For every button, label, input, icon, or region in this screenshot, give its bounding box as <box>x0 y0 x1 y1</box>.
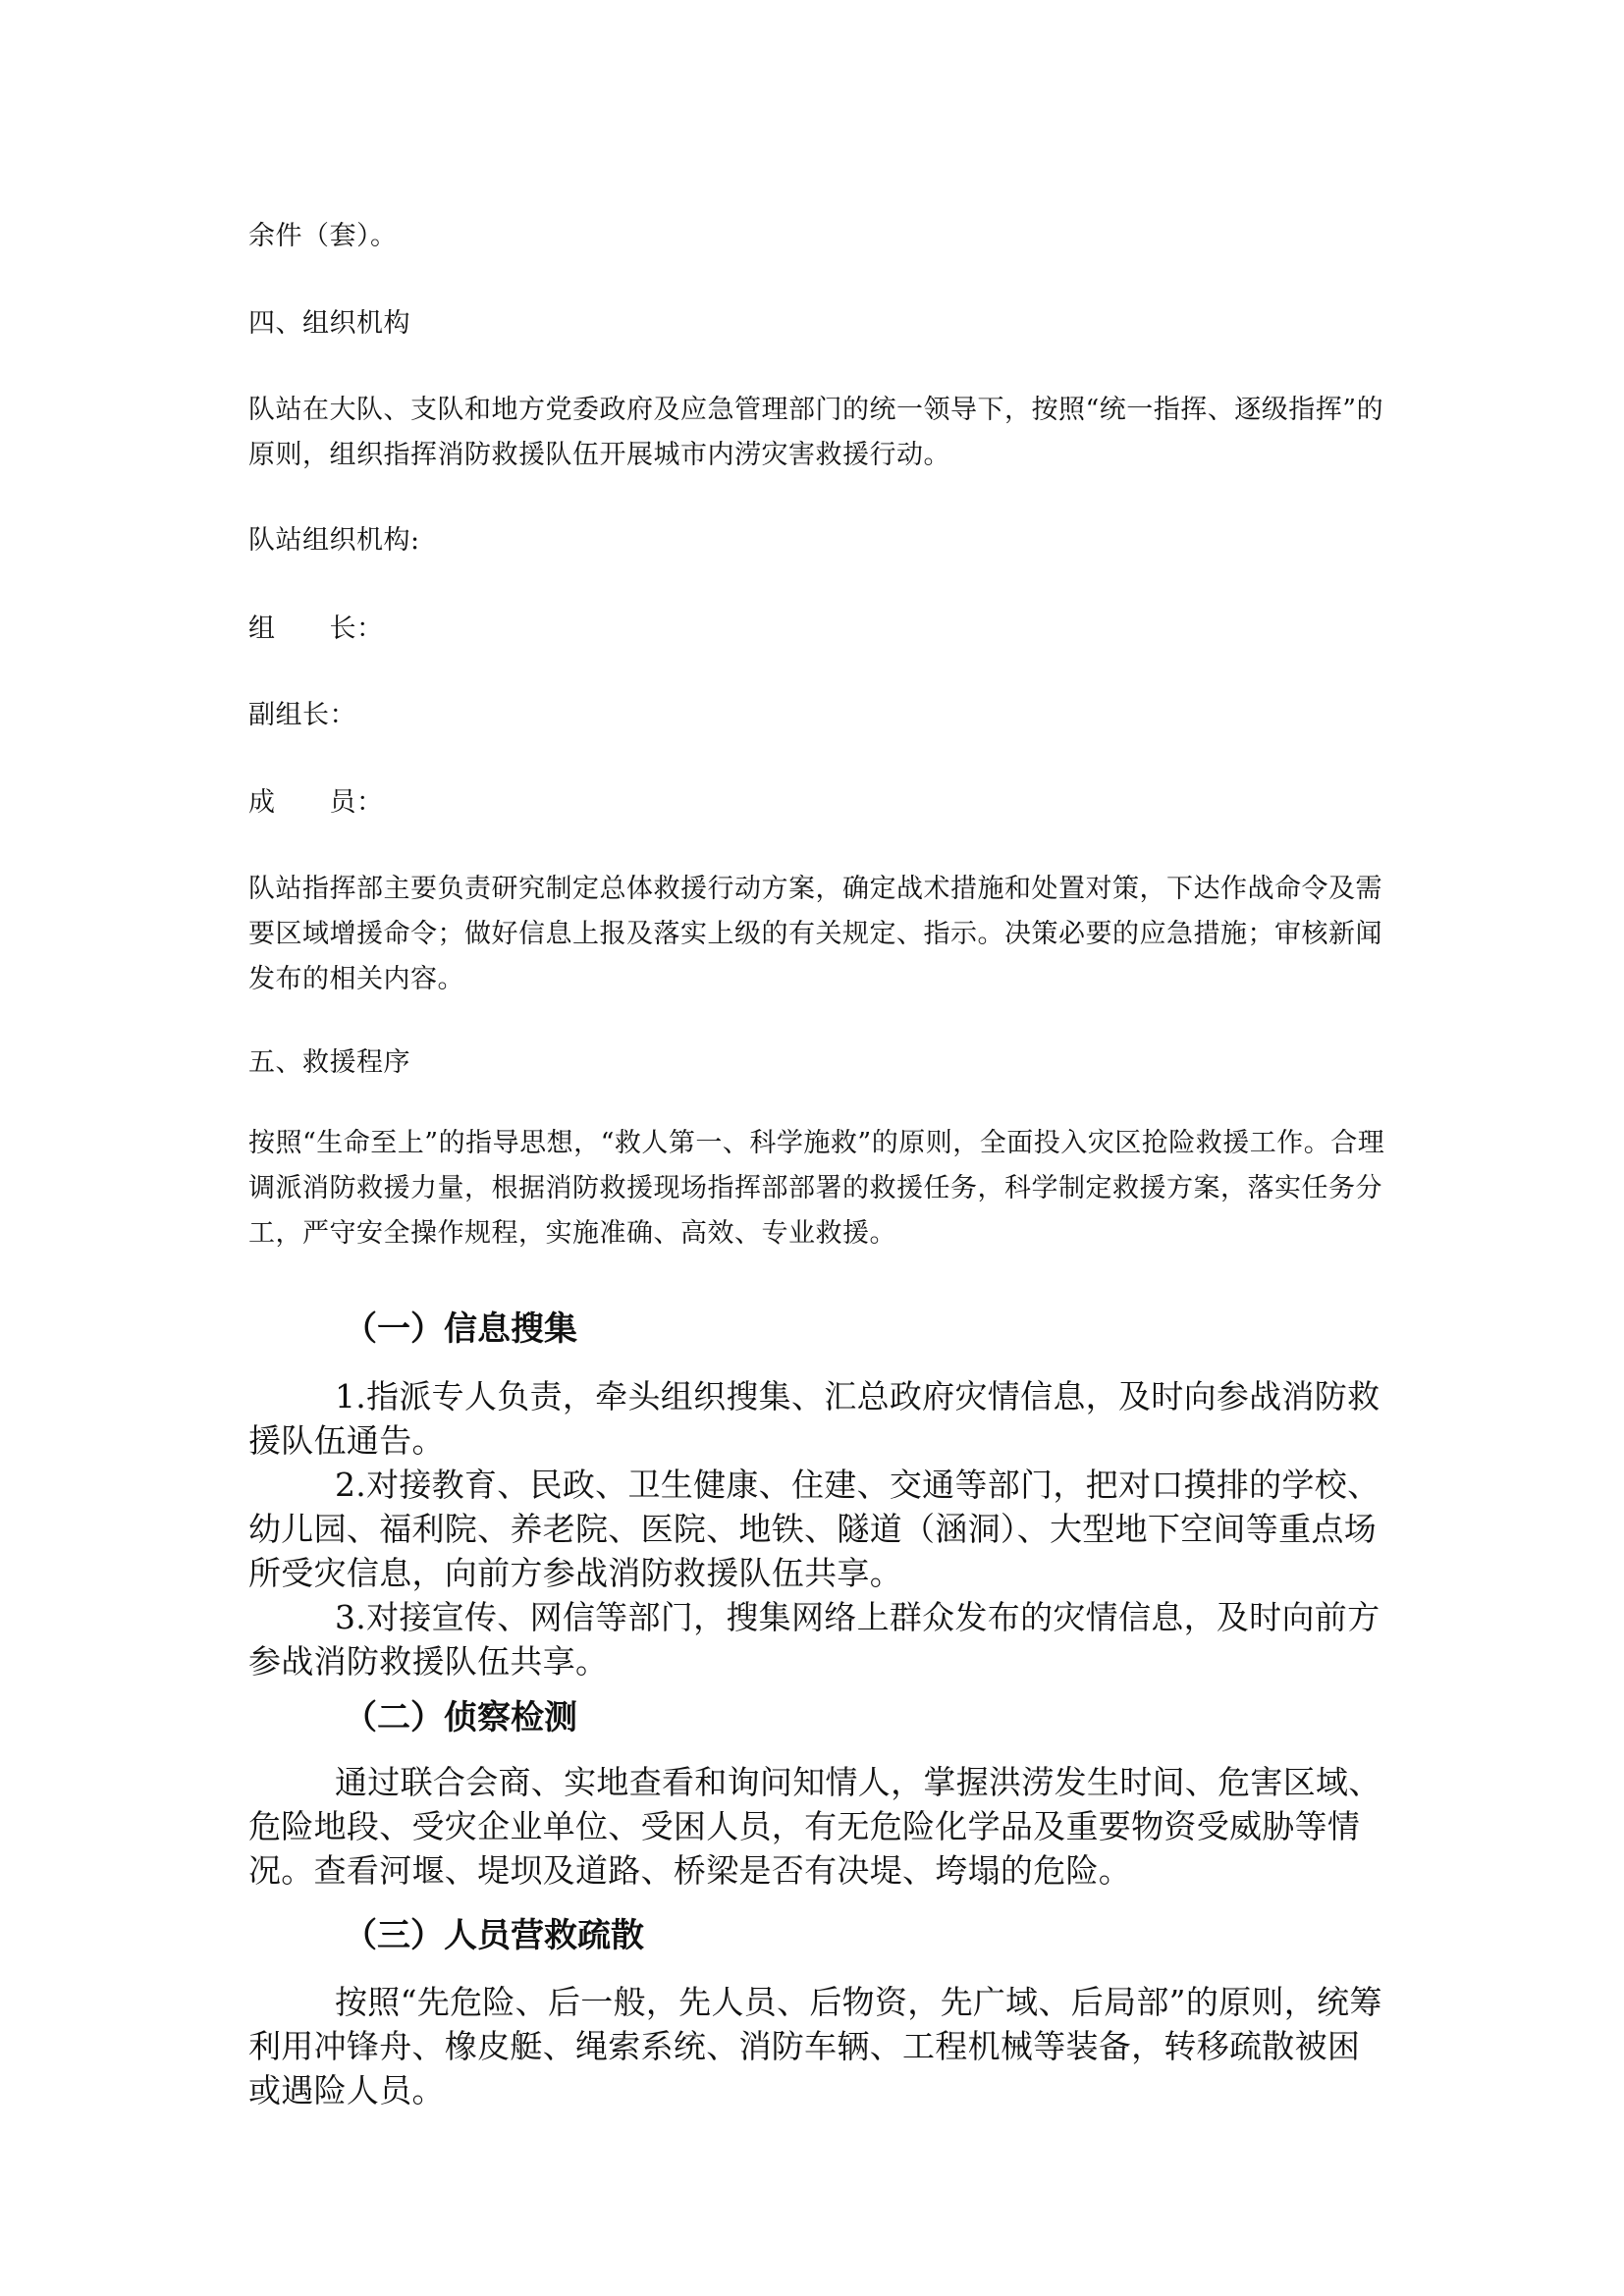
paragraph-command-duties: 队站指挥部主要负责研究制定总体救援行动方案，确定战术措施和处置对策，下达作战命令及需要区域增援命令；做好信息上报及落实上级的有关规定、指示。决策必要的应急措施；审核新闻发布的相关内容。 <box>248 874 1382 994</box>
section-heading-organization: 四、组织机构 <box>248 308 410 339</box>
members-label: 成 员： <box>248 787 384 818</box>
org-structure-label: 队站组织机构: <box>248 525 420 556</box>
list-item: 1.指派专人负责，牵头组织搜集、汇总政府灾情信息，及时向参战消防救援队伍通告。 <box>248 1377 1380 1460</box>
subheading-reconnaissance: （二）侦察检测 <box>344 1698 577 1737</box>
section-heading-procedure: 五、救援程序 <box>248 1047 410 1078</box>
list-item: 2.对接教育、民政、卫生健康、住建、交通等部门，把对口摸排的学校、幼儿园、福利院、养老院、医院、地铁、隧道（涵洞）、大型地下空间等重点场所受灾信息，向前方参战消防救援队伍共享。 <box>248 1466 1380 1592</box>
paragraph-reconnaissance: 通过联合会商、实地查看和询问知情人，掌握洪涝发生时间、危害区域、危险地段、受灾企业单位、受困人员，有无危险化学品及重要物资受威胁等情况。查看河堰、堤坝及道路、桥梁是否有决堤、垮塌的危险。 <box>248 1763 1381 1890</box>
paragraph-continuation: 余件（套）。 <box>248 221 398 251</box>
paragraph-rescue-evacuation: 按照“先危险、后一般，先人员、后物资，先广域、后局部”的原则，统筹利用冲锋舟、橡皮艇、绳索系统、消防车辆、工程机械等装备，转移疏散被困或遇险人员。 <box>248 1983 1382 2109</box>
subheading-rescue-evacuation: （三）人员营救疏散 <box>344 1916 644 1955</box>
paragraph-procedure: 按照“生命至上”的指导思想，“救人第一、科学施救”的原则，全面投入灾区抢险救援工作。合理调派消防救援力量，根据消防救援现场指挥部部署的救援任务，科学制定救援方案，落实任务分工，严守安全操作规程，实施准确、高效、专业救援。 <box>248 1128 1385 1249</box>
list-item: 3.对接宣传、网信等部门，搜集网络上群众发布的灾情信息，及时向前方参战消防救援队伍共享。 <box>248 1598 1380 1681</box>
paragraph-organization: 队站在大队、支队和地方党委政府及应急管理部门的统一领导下，按照“统一指挥、逐级指挥”的原则，组织指挥消防救援队伍开展城市内涝灾害救援行动。 <box>248 395 1384 470</box>
leader-label: 组 长： <box>248 614 384 644</box>
subheading-info-collection: （一）信息搜集 <box>344 1309 577 1349</box>
deputy-leader-label: 副组长： <box>248 700 356 730</box>
